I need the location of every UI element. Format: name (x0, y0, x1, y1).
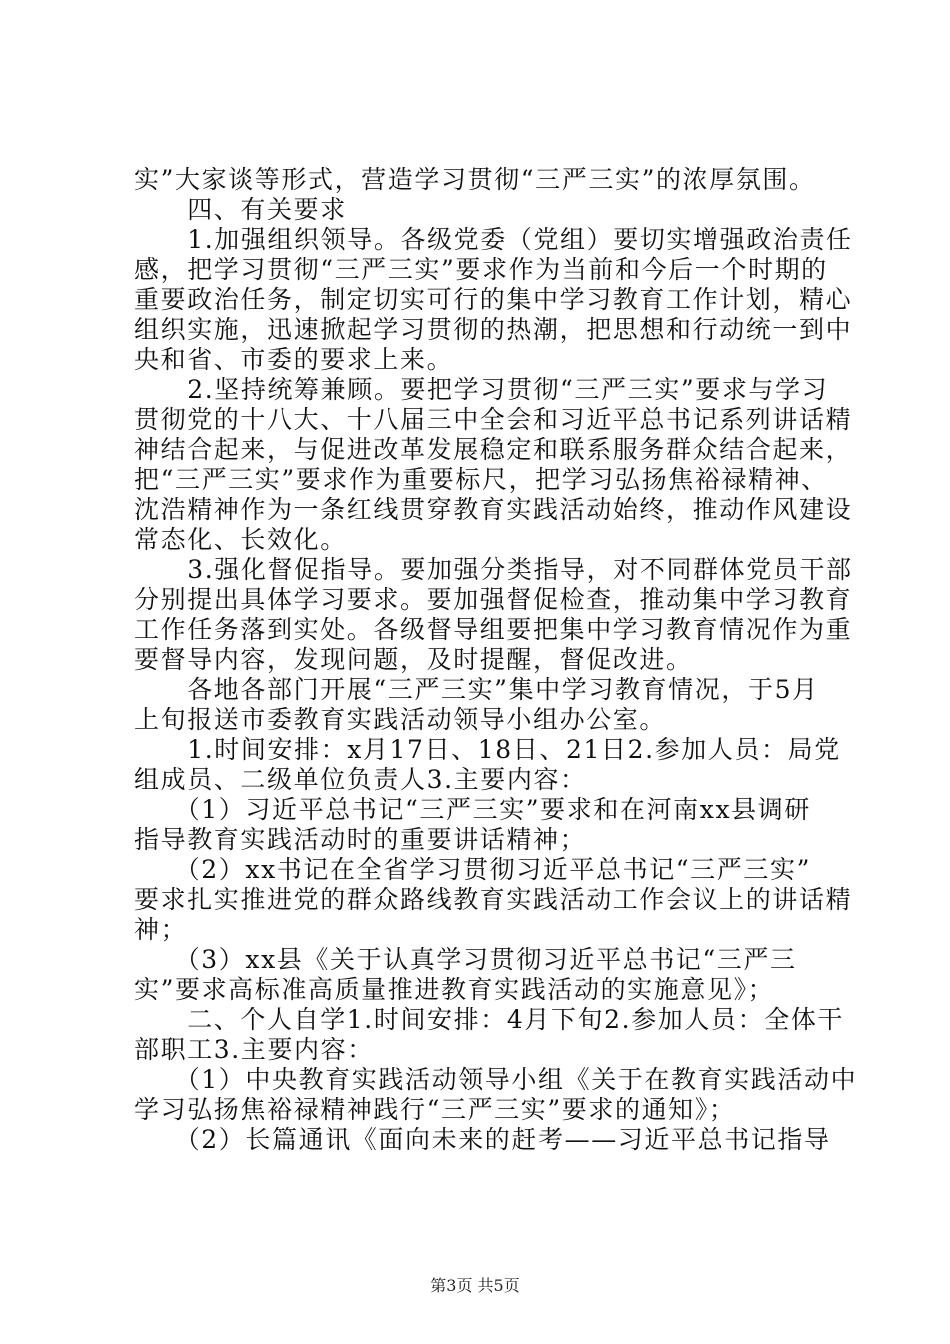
text-line: 组织实施，迅速掀起学习贯彻的热潮，把思想和行动统一到中 (134, 315, 853, 344)
document-body (134, 165, 858, 1155)
text-line: 学习弘扬焦裕禄精神践行“三严三实”要求的通知》； (134, 1095, 736, 1124)
text-line: 各地各部门开展“三严三实”集中学习教育情况，于5月 (134, 675, 819, 704)
text-line: （2）xx书记在全省学习贯彻习近平总书记“三严三实” (134, 855, 811, 884)
text-line: 1.加强组织领导。各级党委（党组）要切实增强政治责任 (134, 225, 853, 254)
text-line: 央和省、市委的要求上来。 (134, 345, 454, 374)
text-line: （1）习近平总书记“三严三实”要求和在河南xx县调研 (134, 795, 811, 824)
text-line: 重要政治任务，制定切实可行的集中学习教育工作计划，精心 (134, 285, 853, 314)
text-line: 常态化、长效化。 (134, 525, 347, 554)
text-line: 沈浩精神作为一条红线贯穿教育实践活动始终，推动作风建设 (134, 495, 853, 524)
text-line: 感，把学习贯彻“三严三实”要求作为当前和今后一个时期的 (134, 255, 828, 284)
text-line: （3）xx县《关于认真学习贯彻习近平总书记“三严三 (134, 945, 797, 974)
text-line: 把“三严三实”要求作为重要标尺，把学习弘扬焦裕禄精神、 (134, 465, 828, 494)
text-line: 工作任务落到实处。各级督导组要把集中学习教育情况作为重 (134, 615, 853, 644)
text-line: （2）长篇通讯《面向未来的赶考——习近平总书记指导 (134, 1125, 831, 1154)
text-line: 神； (134, 915, 188, 944)
text-line: 部职工3.主要内容： (134, 1035, 374, 1064)
text-line: 指导教育实践活动时的重要讲话精神； (134, 825, 587, 854)
text-line: 要求扎实推进党的群众路线教育实践活动工作会议上的讲话精 (134, 885, 853, 914)
text-line: 二、个人自学1.时间安排：4月下旬2.参加人员：全体干 (134, 1005, 845, 1034)
text-line: （1）中央教育实践活动领导小组《关于在教育实践活动中 (134, 1065, 858, 1094)
text-line: 1.时间安排：x月17日、18日、21日2.参加人员：局党 (134, 735, 841, 764)
text-line: 分别提出具体学习要求。要加强督促检查，推动集中学习教育 (134, 585, 853, 614)
text-line: 神结合起来，与促进改革发展稳定和联系服务群众结合起来， (134, 435, 853, 464)
text-line: 上旬报送市委教育实践活动领导小组办公室。 (134, 705, 667, 734)
text-line: 要督导内容，发现问题，及时提醒，督促改进。 (134, 645, 693, 674)
text-line: 组成员、二级单位负责人3.主要内容： (134, 765, 587, 794)
text-line: 实”大家谈等形式，营造学习贯彻“三严三实”的浓厚氛围。 (134, 165, 816, 194)
text-line: 2.坚持统筹兼顾。要把学习贯彻“三严三实”要求与学习 (134, 375, 829, 404)
text-line: 实”要求高标准高质量推进教育实践活动的实施意见》； (134, 975, 775, 1004)
page-number-footer: 第3页 共5页 (430, 1276, 520, 1295)
section-heading: 四、有关要求 (134, 195, 347, 224)
text-line: 贯彻党的十八大、十八届三中全会和习近平总书记系列讲话精 (134, 405, 853, 434)
text-line: 3.强化督促指导。要加强分类指导，对不同群体党员干部 (134, 555, 853, 584)
